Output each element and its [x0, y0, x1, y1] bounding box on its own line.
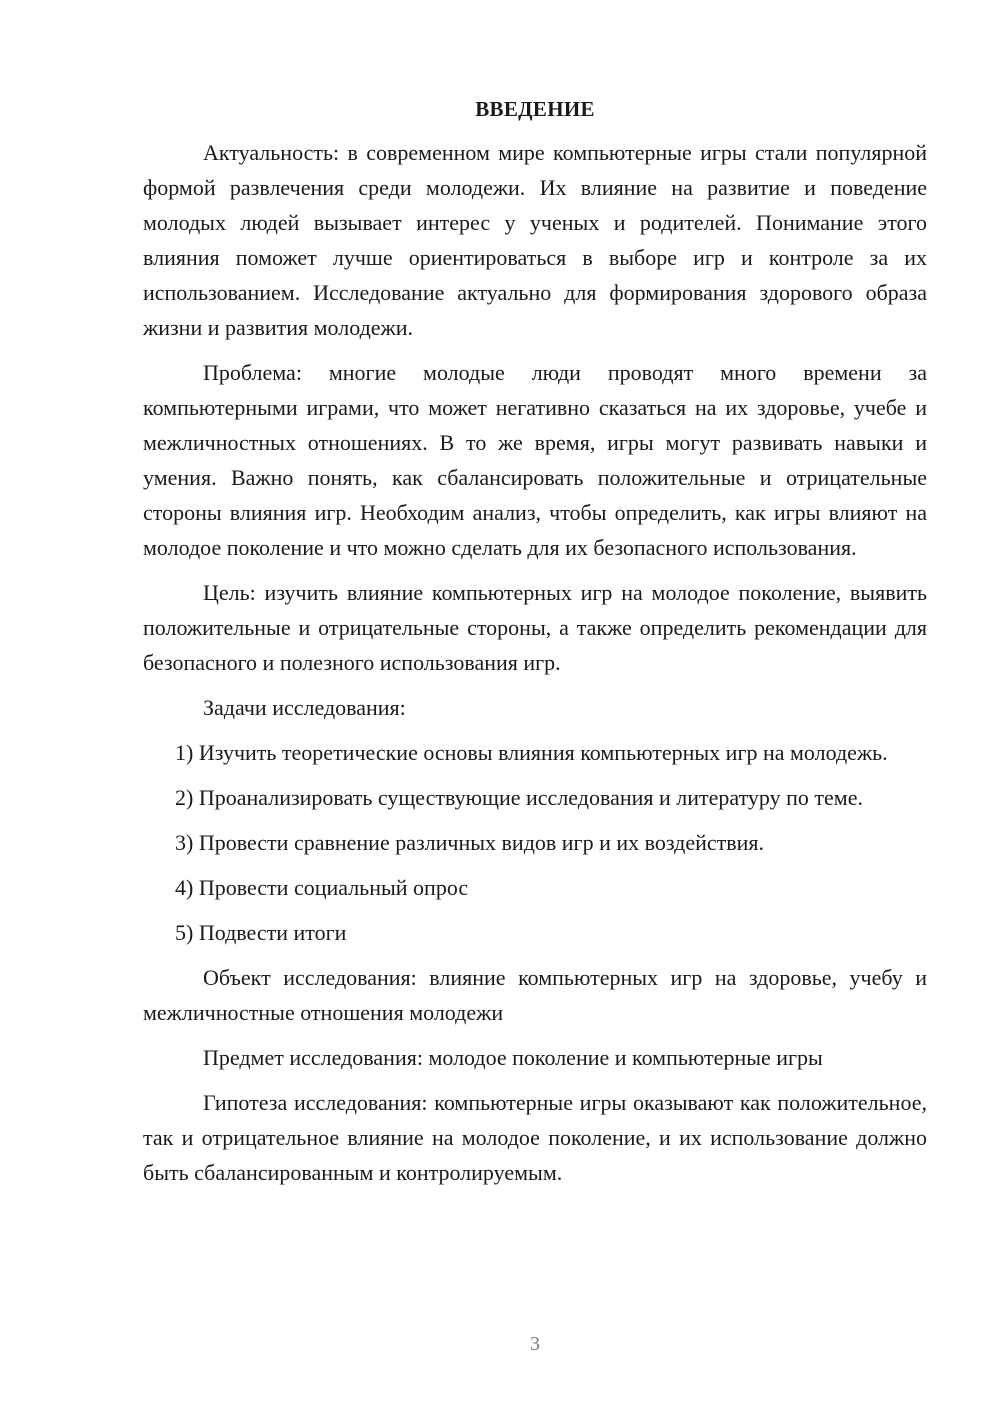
paragraph-hypothesis: Гипотеза исследования: компьютерные игры оказывают как положительное, так и отрицательное влияние на молодое поколение, и их использование должно быть сбалансированным и контролируемым.	[143, 1090, 927, 1185]
paragraph-goal: Цель: изучить влияние компьютерных игр на молодое поколение, выявить положительные и отрицательные стороны, а также определить рекомендации для безопасного и полезного использования игр.	[143, 580, 927, 675]
task-item-4: 4) Провести социальный опрос	[175, 875, 469, 900]
document-page	[143, 92, 927, 1200]
paragraph-problem: Проблема: многие молодые люди проводят много времени за компьютерными играми, что может негативно сказаться на их здоровье, учебе и межличностных отношениях. В то же время, игры могут развивать навыки и умения. Важно понять, как сбалансировать положительные и отрицательные стороны влияния игр. Необходим анализ, чтобы определить, как игры влияют на молодое поколение и что можно сделать для их безопасного использования.	[143, 360, 927, 560]
page-number: 3	[530, 1333, 540, 1355]
task-item-1: 1) Изучить теоретические основы влияния компьютерных игр на молодежь.	[175, 740, 888, 765]
task-item-2: 2) Проанализировать существующие исследования и литературу по теме.	[175, 785, 863, 810]
paragraph-subject: Предмет исследования: молодое поколение и компьютерные игры	[203, 1045, 823, 1070]
paragraph-object: Объект исследования: влияние компьютерных игр на здоровье, учебу и межличностные отношения молодежи	[143, 965, 927, 1025]
task-item-3: 3) Провести сравнение различных видов игр и их воздействия.	[175, 830, 765, 855]
tasks-heading: Задачи исследования:	[203, 695, 406, 720]
page-title: ВВЕДЕНИЕ	[475, 97, 595, 121]
task-item-5: 5) Подвести итоги	[175, 920, 347, 945]
paragraph-relevance: Актуальность: в современном мире компьютерные игры стали популярной формой развлечения среди молодежи. Их влияние на развитие и поведение молодых людей вызывает интерес у ученых и родителей. Понимание этого влияния поможет лучше ориентироваться в выборе игр и контроле за их использованием. Исследование актуально для формирования здорового образа жизни и развития молодежи.	[143, 140, 927, 340]
